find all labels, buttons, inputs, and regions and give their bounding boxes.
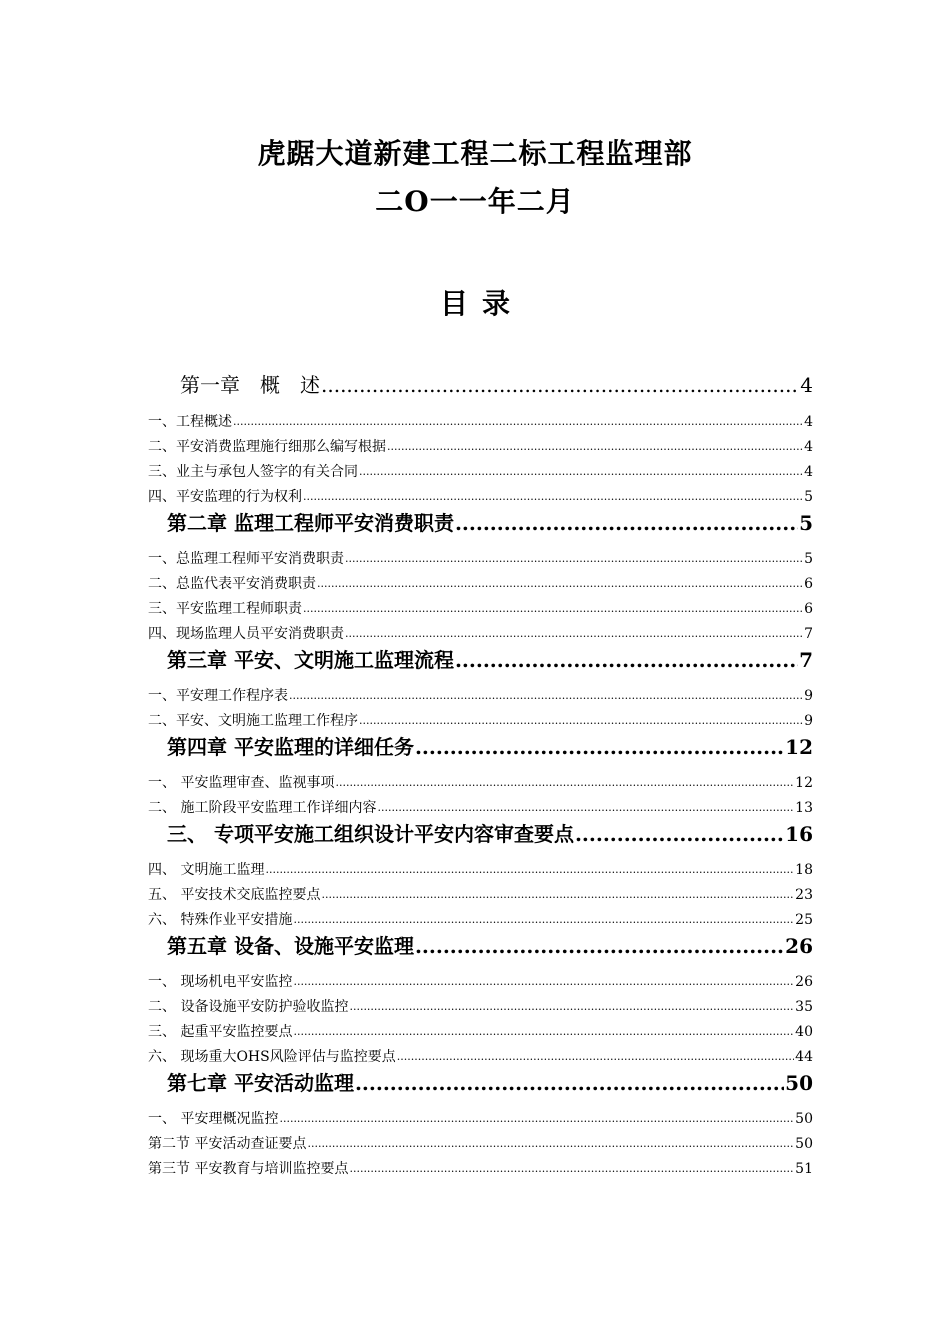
toc-entry-label: 三、业主与承包人签字的有关合同 [148, 464, 358, 480]
toc-entry-label: 第三节 平安教育与培训监控要点 [148, 1161, 349, 1177]
toc-entry-label: 三、 起重平安监控要点 [148, 1024, 293, 1040]
toc-entry-page: 13 [795, 800, 813, 816]
toc-entry-label: 二、平安、文明施工监理工作程序 [148, 713, 358, 729]
toc-entry-page: 23 [795, 887, 813, 903]
toc-leader-dots [293, 972, 794, 991]
toc-leader-dots [359, 462, 803, 481]
toc-entry-label: 一、工程概述 [148, 414, 232, 430]
toc-entry-label: 四、平安监理的行为权利 [148, 489, 302, 505]
toc-item-entry[interactable] [148, 861, 813, 879]
toc-item-entry[interactable] [148, 575, 813, 593]
toc-entry-page: 4 [804, 414, 813, 430]
toc-leader-dots [293, 910, 794, 929]
toc-leader-dots [397, 1047, 794, 1066]
toc-leader-dots [321, 885, 794, 904]
toc-item-entry[interactable] [148, 438, 813, 456]
date-title: 二O一一年二月 [375, 185, 575, 218]
toc-entry-label: 一、总监理工程师平安消费职责 [148, 551, 344, 567]
toc-entry-page: 9 [804, 688, 813, 704]
toc-leader-dots [289, 686, 803, 705]
toc-entry-label: 第七章 平安活动监理 [167, 1071, 354, 1095]
toc-item-entry[interactable] [148, 600, 813, 618]
toc-entry-label: 第二节 平安活动查证要点 [148, 1136, 307, 1152]
toc-leader-dots [415, 734, 784, 760]
toc-entry-label: 二、总监代表平安消费职责 [148, 576, 316, 592]
toc-entry-page: 26 [795, 974, 813, 990]
org-title: 虎踞大道新建工程二标工程监理部 [257, 137, 693, 170]
toc-item-entry[interactable] [148, 463, 813, 481]
toc-entry-page: 5 [804, 551, 813, 567]
toc-entry-label: 五、 平安技术交底监控要点 [148, 887, 321, 903]
toc-entry-page: 50 [795, 1136, 813, 1152]
toc-item-entry[interactable] [148, 998, 813, 1016]
toc-entry-page: 9 [804, 713, 813, 729]
toc-entry-page: 5 [804, 489, 813, 505]
toc-entry-label: 二、 设备设施平安防护验收监控 [148, 999, 349, 1015]
toc-entry-page: 6 [804, 576, 813, 592]
toc-leader-dots [349, 997, 794, 1016]
toc-item-entry[interactable] [148, 712, 813, 730]
toc-entry-page: 4 [800, 373, 813, 397]
toc-leader-dots [303, 599, 803, 618]
toc-entry-page: 25 [795, 912, 813, 928]
toc-entry-page: 18 [795, 862, 813, 878]
toc-item-entry[interactable] [148, 625, 813, 643]
toc-entry-label: 三、平安监理工程师职责 [148, 601, 302, 617]
toc-entry-label: 第五章 设备、设施平安监理 [167, 934, 414, 958]
toc-entry-page: 16 [785, 822, 813, 846]
toc-leader-dots [279, 1109, 794, 1128]
toc-leader-dots [233, 412, 803, 431]
toc-heading: 目录 [439, 287, 524, 320]
toc-entry-page: 35 [795, 999, 813, 1015]
toc-entry-page: 50 [785, 1071, 813, 1095]
toc-entry-page: 7 [799, 648, 813, 672]
toc-leader-dots [293, 1022, 794, 1041]
toc-entry-label: 四、现场监理人员平安消费职责 [148, 626, 344, 642]
toc-entry-page: 7 [804, 626, 813, 642]
toc-leader-dots [345, 624, 803, 643]
toc-leader-dots [377, 798, 794, 817]
toc-item-entry[interactable] [148, 413, 813, 431]
toc-leader-dots [359, 711, 803, 730]
toc-item-entry[interactable] [148, 550, 813, 568]
toc-entry-label: 二、 施工阶段平安监理工作详细内容 [148, 800, 377, 816]
toc-item-entry[interactable] [148, 687, 813, 705]
toc-entry-label: 四、 文明施工监理 [148, 862, 265, 878]
toc-leader-dots [455, 647, 798, 673]
toc-leader-dots [265, 860, 794, 879]
toc-chapter-entry[interactable] [167, 821, 813, 847]
toc-leader-dots [303, 487, 803, 506]
toc-leader-dots [387, 437, 803, 456]
toc-leader-dots [321, 372, 799, 398]
toc-entry-page: 5 [799, 511, 813, 535]
toc-entry-page: 26 [785, 934, 813, 958]
toc-chapter-entry[interactable] [167, 510, 813, 536]
toc-leader-dots [349, 1159, 794, 1178]
toc-entry-label: 第四章 平安监理的详细任务 [167, 735, 414, 759]
toc-leader-dots [307, 1134, 794, 1153]
toc-entry-label: 一、 平安监理审查、监视事项 [148, 775, 335, 791]
toc-chapter-entry[interactable] [180, 372, 813, 398]
toc-entry-label: 第三章 平安、文明施工监理流程 [167, 648, 454, 672]
toc-item-entry[interactable] [148, 1135, 813, 1153]
toc-entry-page: 40 [795, 1024, 813, 1040]
toc-item-entry[interactable] [148, 911, 813, 929]
toc-entry-label: 六、 特殊作业平安措施 [148, 912, 293, 928]
toc-leader-dots [317, 574, 803, 593]
toc-entry-page: 12 [795, 775, 813, 791]
toc-entry-page: 51 [795, 1161, 813, 1177]
toc-chapter-entry[interactable] [167, 933, 813, 959]
toc-item-entry[interactable] [148, 1023, 813, 1041]
toc-leader-dots [415, 933, 784, 959]
toc-entry-page: 12 [785, 735, 813, 759]
toc-item-entry[interactable] [148, 886, 813, 904]
toc-entry-label: 一、 现场机电平安监控 [148, 974, 293, 990]
toc-leader-dots [335, 773, 794, 792]
toc-chapter-entry[interactable] [167, 734, 813, 760]
toc-entry-label: 第二章 监理工程师平安消费职责 [167, 511, 454, 535]
toc-entry-label: 六、 现场重大OHS风险评估与监控要点 [148, 1049, 396, 1065]
toc-entry-label: 一、 平安理概况监控 [148, 1111, 279, 1127]
toc-entry-page: 44 [795, 1049, 813, 1065]
toc-item-entry[interactable] [148, 799, 813, 817]
toc-leader-dots [345, 549, 803, 568]
toc-entry-page: 6 [804, 601, 813, 617]
toc-item-entry[interactable] [148, 973, 813, 991]
toc-leader-dots [355, 1070, 784, 1096]
toc-entry-page: 4 [804, 439, 813, 455]
toc-item-entry[interactable] [148, 1160, 813, 1178]
toc-entry-page: 50 [795, 1111, 813, 1127]
toc-entry-label: 二、平安消费监理施行细那么编写根据 [148, 439, 386, 455]
toc-entry-page: 4 [804, 464, 813, 480]
toc-leader-dots [455, 510, 798, 536]
toc-item-entry[interactable] [148, 488, 813, 506]
toc-chapter-entry[interactable] [167, 1070, 813, 1096]
toc-item-entry[interactable] [148, 774, 813, 792]
toc-item-entry[interactable] [148, 1048, 813, 1066]
toc-entry-label: 一、平安理工作程序表 [148, 688, 288, 704]
toc-entry-label: 三、 专项平安施工组织设计平安内容审查要点 [167, 822, 574, 846]
toc-leader-dots [575, 821, 784, 847]
toc-chapter-entry[interactable] [167, 647, 813, 673]
toc-item-entry[interactable] [148, 1110, 813, 1128]
toc-entry-label: 第一章 概 述 [180, 373, 320, 397]
